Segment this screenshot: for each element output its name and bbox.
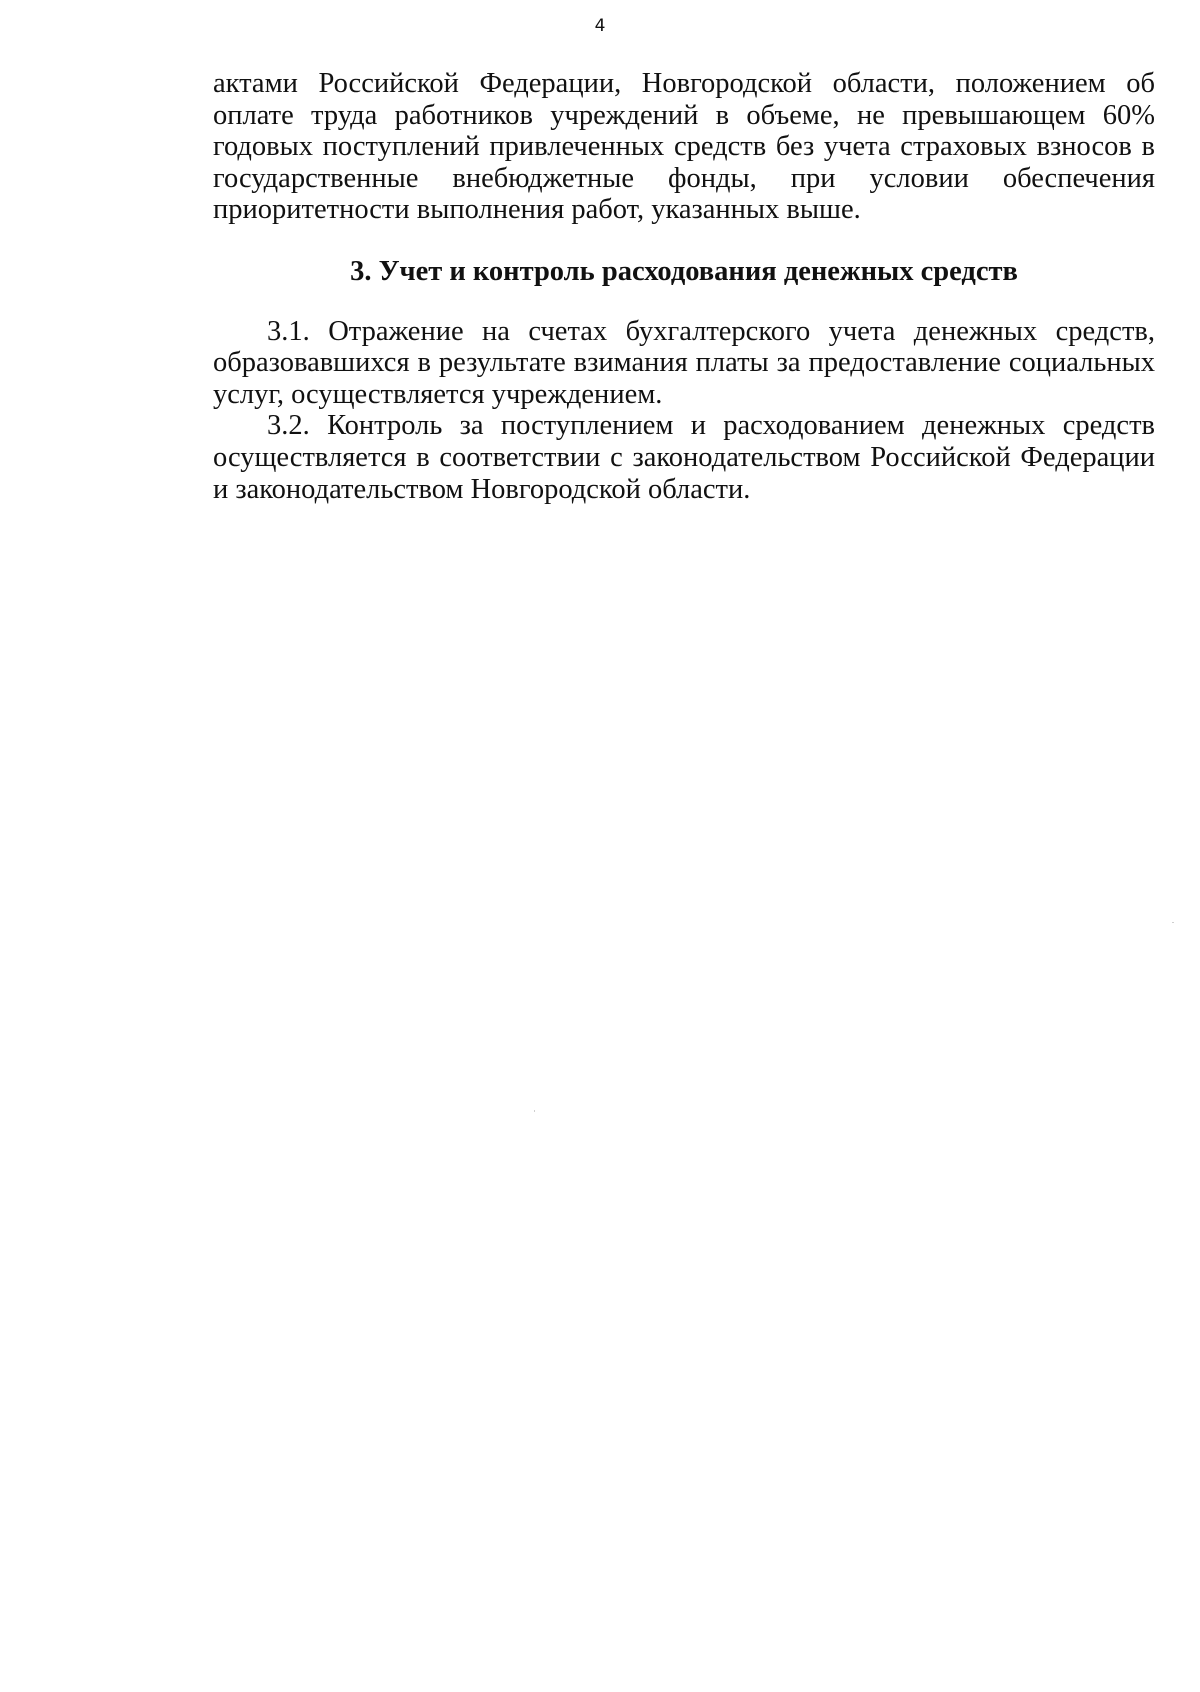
continuation-paragraph: актами Российской Федерации, Новгородской области, положением об оплате труда работников учреждений в объеме, не превышающем 60% годовых поступлений привлеченных средств без учета страховых взносов в государственные внебюджетные фонды, при условии обеспечения приоритетности выполнения работ, указанных выше. bbox=[213, 68, 1155, 226]
scan-artifact bbox=[534, 1110, 535, 1112]
paragraph-3-2: 3.2. Контроль за поступлением и расходованием денежных средств осуществляется в соответствии с законодательством Российской Федерации и законодательством Новгородской области. bbox=[213, 410, 1155, 505]
section-heading: 3. Учет и контроль расходования денежных средств bbox=[350, 255, 1018, 287]
scan-artifact bbox=[1172, 922, 1174, 923]
paragraph-3-1: 3.1. Отражение на счетах бухгалтерского учета денежных средств, образовавшихся в результате взимания платы за предоставление социальных услуг, осуществляется учреждением. bbox=[213, 315, 1155, 410]
page-number: 4 bbox=[594, 16, 606, 36]
document-body bbox=[213, 68, 1155, 505]
